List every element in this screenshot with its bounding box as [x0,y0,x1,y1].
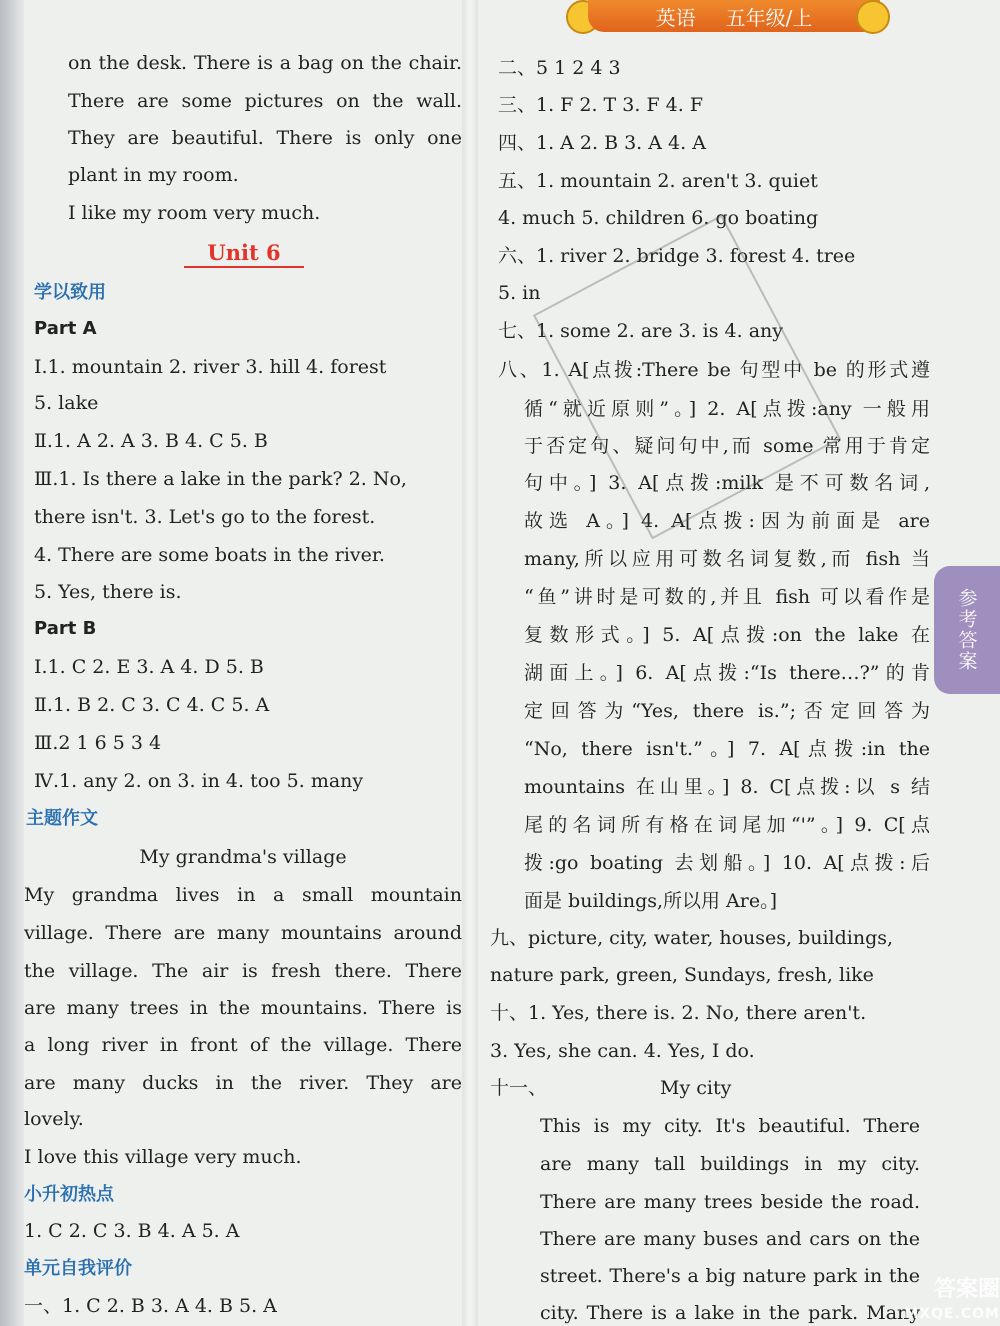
part-heading: Part B [34,618,97,639]
banner-grade: 五年级/上 [725,5,813,30]
answer-line: 4. much 5. children 6. go boating [498,207,819,229]
answer-line: Ⅱ.1. B 2. C 3. C 4. C 5. A [34,694,270,716]
essay-line: city. There is a lake in the park. Many [540,1302,920,1324]
essay-line: lovely. [24,1108,84,1130]
answer-line: nature park, green, Sundays, fresh, like [490,964,874,986]
answer-line: 5. lake [34,392,99,414]
site-watermark [842,1278,1000,1326]
unit-title: Unit 6 [207,240,281,265]
answer-line: 3. Yes, she can. 4. Yes, I do. [490,1040,755,1062]
answer-line: 五、1. mountain 2. aren't 3. quiet [498,170,818,192]
explanation-line: 故选 A。] 4. A[点拨:因为前面是 are [524,510,930,532]
answer-line: Ⅲ.1. Is there a lake in the park? 2. No, [34,468,407,490]
essay-line: This is my city. It's beautiful. There [540,1115,920,1137]
section-heading: 小升初热点 [24,1184,114,1205]
explanation-line: “No, there isn't.”。] 7. A[点拨:in the [524,738,930,760]
answer-line: Ⅱ.1. A 2. A 3. B 4. C 5. B [34,430,268,452]
explanation-line: mountains 在山里。] 8. C[点拨:以 s 结 [524,776,930,798]
essay-line: a long river in front of the village. There [24,1034,462,1056]
explanation-line: 复数形式。] 5. A[点拨:on the lake 在 [524,624,930,646]
answer-key-tab: 参考答案 [934,566,1000,694]
story-line: There are some pictures on the wall. [68,90,462,112]
essay-line: My grandma lives in a small mountain [24,884,462,906]
page-edge-shadow [0,0,24,1326]
story-line: I like my room very much. [68,202,321,224]
answer-line: 四、1. A 2. B 3. A 4. A [498,132,706,154]
essay-label: 十一、 [490,1077,548,1099]
essay-line: the village. The air is fresh there. There [24,960,462,982]
explanation-line: 八、1. A[点拨:There be 句型中 be 的形式遵 [498,359,930,381]
explanation-line: 面是 buildings,所以用 Are。] [524,890,778,912]
section-heading: 单元自我评价 [24,1258,132,1279]
explanation-line: 拨:go boating 去划船。] 10. A[点拨:后 [524,852,930,874]
explanation-line: 句中。] 3. A[点拨:milk 是不可数名词, [524,472,930,494]
essay-line: are many ducks in the river. They are [24,1072,462,1094]
essay-line: are many trees in the mountains. There is [24,997,462,1019]
chick-icon [856,0,890,34]
answer-line: Ⅰ.1. C 2. E 3. A 4. D 5. B [34,656,264,678]
answer-line: Ⅲ.2 1 6 5 3 4 [34,732,162,754]
answer-line: 三、1. F 2. T 3. F 4. F [498,94,704,116]
essay-line: village. There are many mountains around [24,922,462,944]
essay-line: There are many buses and cars on the [540,1228,920,1250]
explanation-line: 循“就近原则”。] 2. A[点拨:any 一般用 [524,398,930,420]
subject-banner [588,0,880,32]
essay-title: My city [660,1077,732,1099]
watermark-url: MXQE.COM [904,1306,1000,1322]
explanation-line: many,所以应用可数名词复数,而 fish 当 [524,548,930,570]
explanation-line: “鱼”讲时是可数的,并且 fish 可以看作是 [524,586,930,608]
answer-line: 十、1. Yes, there is. 2. No, there aren't. [490,1002,867,1024]
explanation-line: 尾的名词所有格在词尾加“'”。] 9. C[点 [524,814,930,836]
answer-line: there isn't. 3. Let's go to the forest. [34,506,376,528]
banner-subject: 英语 [655,5,696,30]
watermark-title: 答案圈 [933,1277,1000,1302]
story-line: They are beautiful. There is only one [68,127,462,149]
essay-line: There are many trees beside the road. [540,1191,920,1213]
story-line: plant in my room. [68,164,239,186]
answer-line: 5. Yes, there is. [34,581,182,603]
explanation-line: 于否定句、疑问句中,而 some 常用于肯定 [524,435,930,457]
unit-title-underline [184,266,304,268]
explanation-line: 湖面上。] 6. A[点拨:“Is there…?”的肯 [524,662,930,684]
essay-title: My grandma's village [139,846,347,868]
answer-line: 一、1. C 2. B 3. A 4. B 5. A [24,1295,277,1317]
essay-line: I love this village very much. [24,1146,302,1168]
answer-line: 4. There are some boats in the river. [34,544,385,566]
explanation-line: 定回答为“Yes, there is.”;否定回答为 [524,700,930,722]
answer-line: 六、1. river 2. bridge 3. forest 4. tree [498,245,856,267]
section-heading: 学以致用 [34,282,106,303]
answer-line: Ⅰ.1. mountain 2. river 3. hill 4. forest [34,356,387,378]
part-heading: Part A [34,318,97,339]
answer-line: 1. C 2. C 3. B 4. A 5. A [24,1220,240,1242]
essay-line: are many tall buildings in my city. [540,1153,920,1175]
answer-line: 九、picture, city, water, houses, buildings, [490,927,894,949]
answer-line: 七、1. some 2. are 3. is 4. any [498,320,784,342]
answer-line: 二、5 1 2 4 3 [498,57,621,79]
page-gutter [462,0,478,1326]
story-line: on the desk. There is a bag on the chair. [68,52,462,74]
answer-line: Ⅳ.1. any 2. on 3. in 4. too 5. many [34,770,364,792]
essay-line: street. There's a big nature park in the [540,1265,920,1287]
section-heading: 主题作文 [26,808,98,829]
answer-line: 5. in [498,282,541,304]
